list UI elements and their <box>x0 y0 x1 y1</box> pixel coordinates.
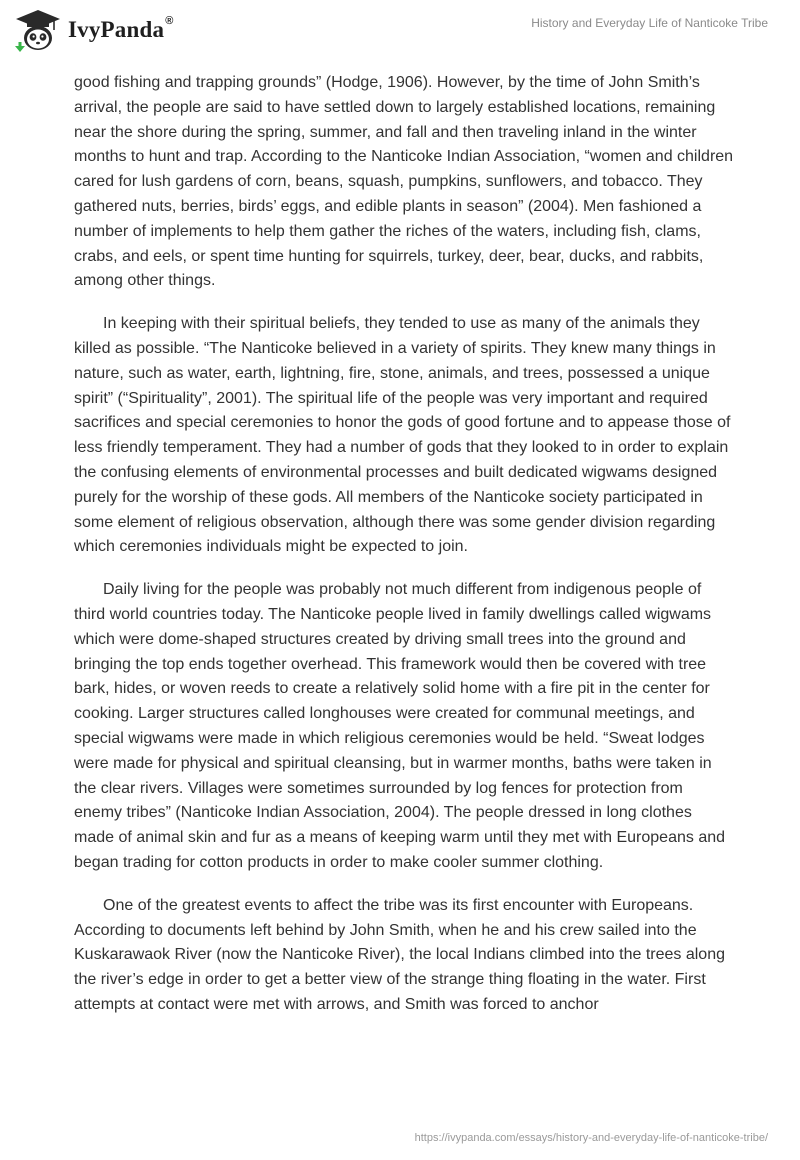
ivypanda-logo[interactable] <box>14 8 174 52</box>
essay-paragraph: good fishing and trapping grounds” (Hodge, 1906). However, by the time of John Smith’s arrival, the people are said to have settled down to largely established locations, remaining near the shore during the spring, summer, and fall and then traveling inland in the winter months to hunt and trap. According to the Nanticoke Indian Association, “women and children cared for lush gardens of corn, beans, squash, pumpkins, sunflowers, and tobacco. They gathered nuts, berries, birds’ eggs, and edible plants in season” (2004). Men fashioned a number of implements to help them gather the riches of the waters, including fish, clams, crabs, and eels, or spent time hunting for squirrels, turkey, deer, bear, ducks, and rabbits, among other things. <box>74 74 734 290</box>
essay-paragraph: One of the greatest events to affect the tribe was its first encounter with Europeans. According to documents left behind by John Smith, when he and his crew sailed into the Kuskarawaok River (now the Nanticoke River), the local Indians climbed into the trees along the river’s edge in order to get a better view of the strange thing floating in the water. First attempts at contact were met with arrows, and Smith was forced to anchor <box>74 896 725 1013</box>
logo-wordmark: IvyPanda® <box>68 15 174 42</box>
essay-paragraph: In keeping with their spiritual beliefs, they tended to use as many of the animals they killed as possible. “The Nanticoke believed in a variety of spirits. They knew many things in nature, such as water, earth, lightning, fire, stone, animals, and trees, possessed a unique spirit” (“Spirituality”, 2001). The spiritual life of the people was very important and required sacrifices and special ceremonies to honor the gods of good fortune and to appease those of less friendly temperament. They had a number of gods that they looked to in order to explain the confusing elements of environmental processes and built dedicated wigwams designed purely for the worship of these gods. All members of the Nanticoke society participated in some element of religious observation, although there was some gender division regarding which ceremonies individuals might be expected to join. <box>74 315 731 556</box>
page-header <box>0 0 800 64</box>
source-url[interactable]: https://ivypanda.com/essays/history-and-everyday-life-of-nanticoke-tribe/ <box>414 1132 768 1144</box>
document-title: History and Everyday Life of Nanticoke Tribe <box>531 16 768 30</box>
essay-paragraph: Daily living for the people was probably not much different from indigenous people of third world countries today. The Nanticoke people lived in family dwellings called wigwams which were dome-shaped structures created by driving small trees into the ground and bringing the top ends together overhead. This framework would then be covered with tree bark, hides, or woven reeds to create a relatively solid home with a fire pit in the center for cooking. Larger structures called longhouses were created for communal meetings, and special wigwams were made in which religious ceremonies would be held. “Sweat lodges were made for physical and spiritual cleansing, but in warmer months, baths were taken in the clear rivers. Villages were sometimes surrounded by log fences for protection from enemy tribes” (Nanticoke Indian Association, 2004). The people dressed in long clothes made of animal skin and fur as a means of keeping warm until they met with Europeans and began trading for cotton products in order to make cooler summer clothing. <box>74 581 726 871</box>
essay-body <box>74 71 734 1036</box>
panda-graduate-icon <box>14 8 62 52</box>
